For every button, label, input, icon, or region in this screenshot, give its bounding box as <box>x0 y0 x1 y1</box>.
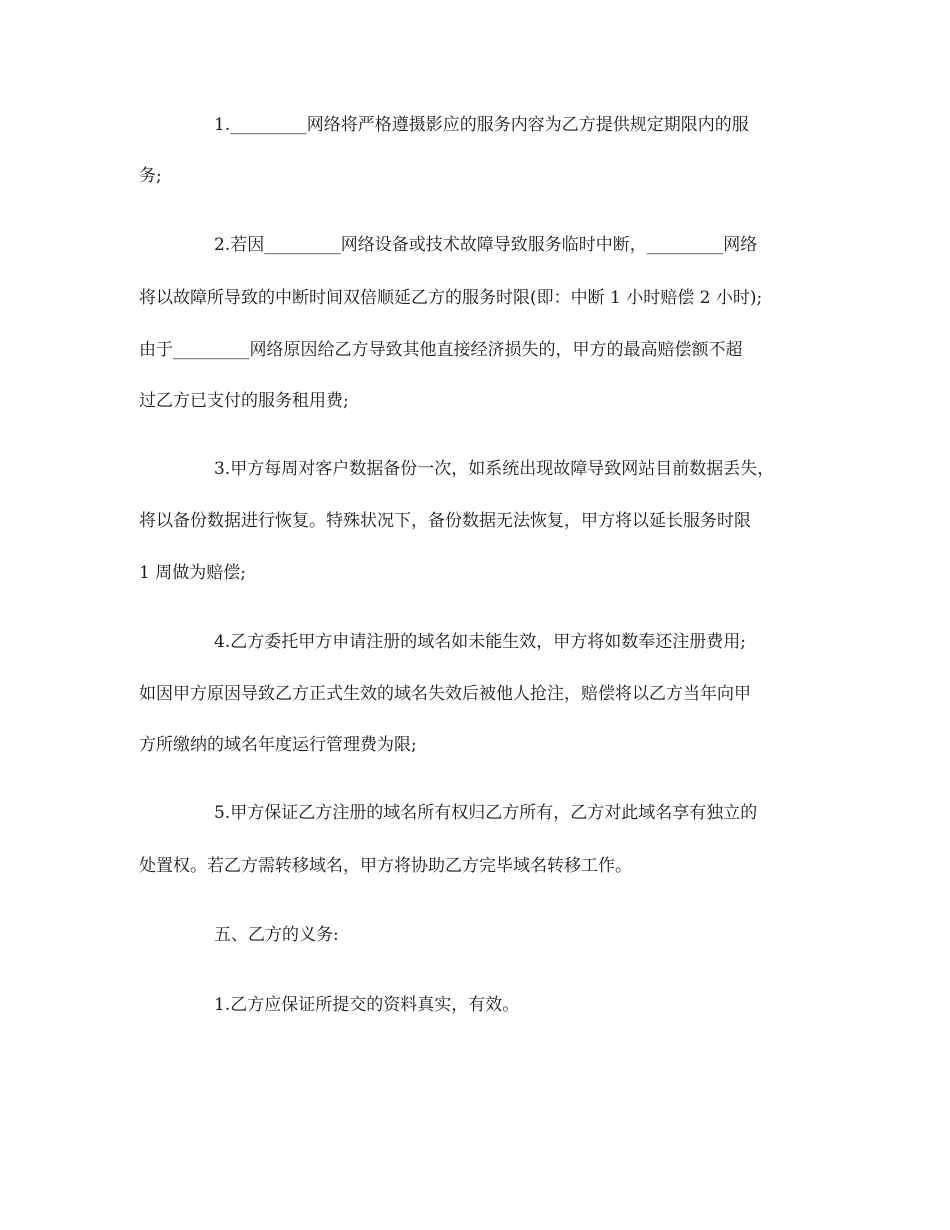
item-4-line-3: 方所缴纳的域名年度运行管理费为限; <box>139 735 417 755</box>
item-3-line-3: 1 周做为赔偿; <box>139 563 246 583</box>
item-4-line-1: 4.乙方委托甲方申请注册的域名如未能生效，甲方将如数奉还注册费用; <box>214 632 746 652</box>
section-heading-obligations: 五、乙方的义务: <box>214 925 339 945</box>
item-4-line-2: 如因甲方原因导致乙方正式生效的域名失效后被他人抢注，赔偿将以乙方当年向甲 <box>139 684 751 704</box>
item-3-line-2: 将以备份数据进行恢复。特殊状况下，备份数据无法恢复，甲方将以延长服务时限 <box>139 511 751 531</box>
item-2-line-1: 2.若因_________网络设备或技术故障导致服务临时中断，_________网络 <box>214 235 758 255</box>
item-2-line-2: 将以故障所导致的中断时间双倍顺延乙方的服务时限(即：中断 1 小时赔偿 2 小时); <box>139 288 763 308</box>
item-2-line-4: 过乙方已支付的服务租用费; <box>139 391 349 411</box>
item-5-line-1: 5.甲方保证乙方注册的域名所有权归乙方所有，乙方对此域名享有独立的 <box>214 803 758 823</box>
item-1-line-1: 1._________网络将严格遵摄影应的服务内容为乙方提供规定期限内的服 <box>214 115 749 135</box>
item-1-line-2: 务; <box>139 166 162 186</box>
item-3-line-1: 3.甲方每周对客户数据备份一次，如系统出现故障导致网站目前数据丢失， <box>214 459 775 479</box>
item-5-line-2: 处置权。若乙方需转移域名，甲方将协助乙方完毕域名转移工作。 <box>139 856 632 876</box>
item-2-line-3: 由于_________网络原因给乙方导致其他直接经济损失的，甲方的最高赔偿额不超 <box>139 340 743 360</box>
obligation-1-line-1: 1.乙方应保证所提交的资料真实，有效。 <box>214 995 520 1015</box>
